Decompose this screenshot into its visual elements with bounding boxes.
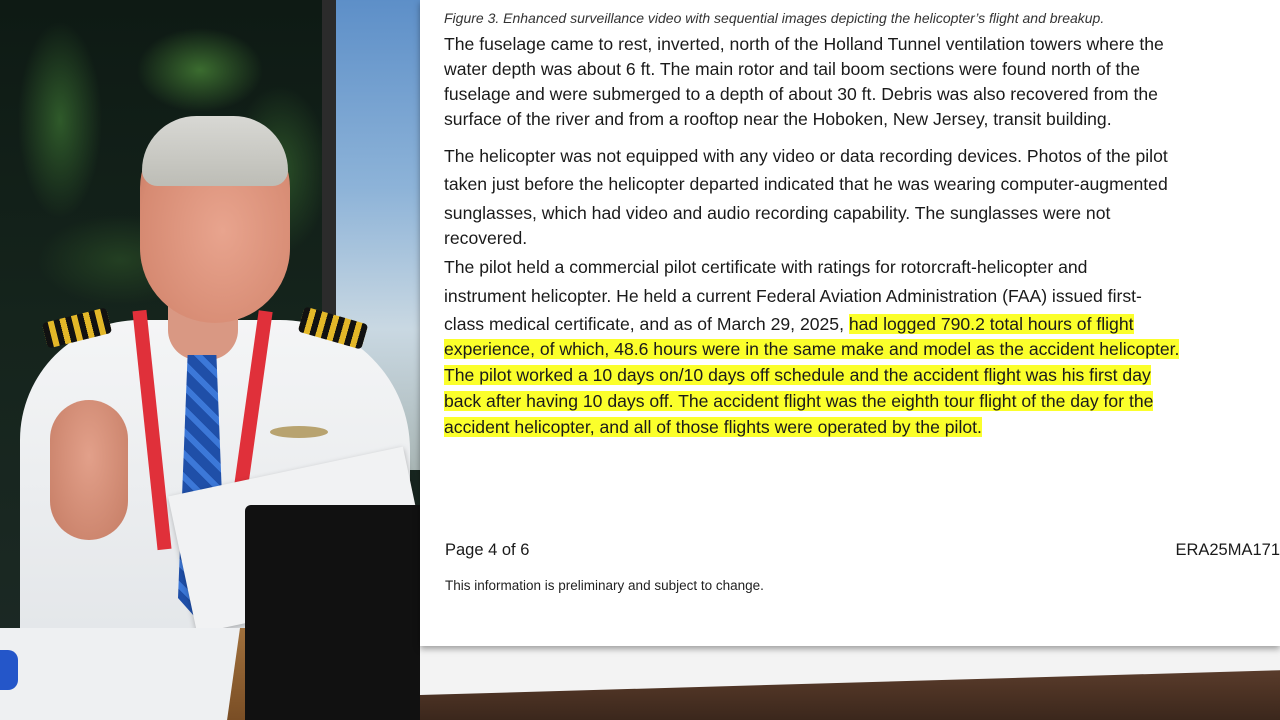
- pilot-wings-pin: [270, 426, 328, 438]
- microphone-icon: [0, 650, 18, 690]
- paragraph-pilot-info: [444, 255, 1274, 440]
- page-number: Page 4 of 6: [445, 541, 530, 559]
- paragraph-recording-devices: [444, 144, 1274, 251]
- figure-caption: Figure 3. Enhanced surveillance video with sequential images depicting the helicopter’s flight and breakup.: [444, 10, 1105, 26]
- text-line: [444, 389, 1274, 415]
- text-line: water depth was about 6 ft. The main rotor and tail boom sections were found north of the: [444, 59, 1141, 79]
- text-line: The helicopter was not equipped with any video or data recording devices. Photos of the pilot: [444, 146, 1168, 166]
- text-line: [444, 363, 1274, 389]
- text-line: The fuselage came to rest, inverted, north of the Holland Tunnel ventilation towers where the: [444, 34, 1164, 54]
- text-line: sunglasses, which had video and audio recording capability. The sunglasses were not: [444, 203, 1111, 223]
- highlighted-text: accident helicopter, and all of those flights were operated by the pilot.: [444, 417, 982, 437]
- text-segment: class medical certificate, and as of March 29, 2025,: [444, 314, 849, 334]
- text-line: recovered.: [444, 228, 528, 248]
- paragraph-wreckage: [444, 32, 1274, 132]
- desk-paper: [0, 628, 240, 720]
- highlighted-text: The pilot worked a 10 days on/10 days off schedule and the accident flight was his first day: [444, 365, 1151, 385]
- presenter-hair: [142, 116, 288, 186]
- highlighted-text: had logged 790.2 total hours of flight: [848, 314, 1134, 334]
- text-line: The pilot held a commercial pilot certificate with ratings for rotorcraft-helicopter and: [444, 257, 1088, 277]
- presenter-video: [0, 0, 420, 720]
- laptop: [245, 505, 420, 720]
- highlighted-text: back after having 10 days off. The accident flight was the eighth tour flight of the day for the: [444, 391, 1154, 411]
- highlighted-text: experience, of which, 48.6 hours were in the same make and model as the accident helicopter.: [444, 339, 1180, 359]
- text-line: [444, 337, 1274, 363]
- disclaimer: This information is preliminary and subject to change.: [445, 578, 764, 593]
- text-line: fuselage and were submerged to a depth of about 30 ft. Debris was also recovered from the: [444, 84, 1158, 104]
- text-line: [444, 312, 1274, 337]
- text-line: [444, 415, 1274, 440]
- text-line: taken just before the helicopter departed indicated that he was wearing computer-augmented: [444, 174, 1168, 194]
- text-line: surface of the river and from a rooftop near the Hoboken, New Jersey, transit building.: [444, 109, 1112, 129]
- text-line: instrument helicopter. He held a current Federal Aviation Administration (FAA) issued first-: [444, 286, 1142, 306]
- report-id: ERA25MA171: [1175, 541, 1280, 559]
- presenter-hand: [50, 400, 128, 540]
